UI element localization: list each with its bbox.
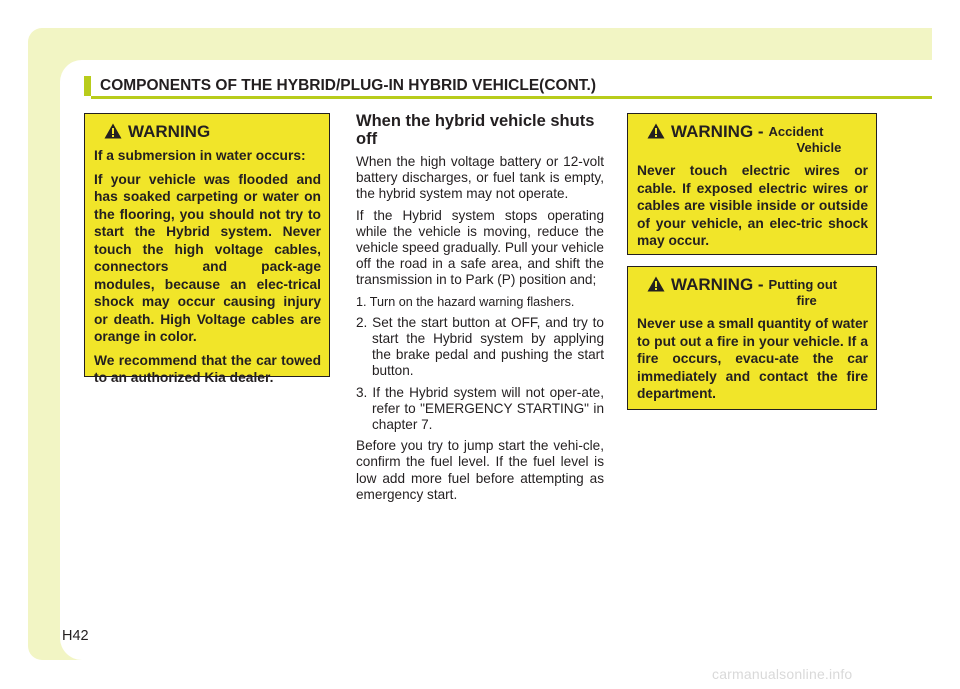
warning-text [637,315,868,403]
body-paragraph: If the Hybrid system stops operating while the vehicle is moving, reduce the vehicle speed gradually. Pull your vehicle off the road in a safe area, and shift the transmission in to Park (P) position and; [356,207,604,288]
section-title: When the hybrid vehicle shuts off [356,112,595,148]
warning-paragraph: If a submersion in water occurs: [94,148,306,163]
warning-box-fire [627,266,877,410]
warning-subject [769,277,838,309]
watermark: carmanualsonline.info [712,666,853,682]
warning-paragraph: We recommend that the car towed to an authorized Kia dealer. [94,352,321,385]
body-paragraph: When the high voltage battery or 12-volt battery discharges, or fuel tank is empty, the hybrid system may not operate. [356,154,604,202]
warning-triangle-icon [647,123,665,139]
header-underline [91,96,932,99]
warning-paragraph: If your vehicle was flooded and has soaked carpeting or water on the flooring, you should not try to start the Hybrid system. Never touch the high voltage cables, connectors and pack-age modules, because an elec-trical shock may occur causing injury or death. High Voltage cables are orange in color. [94,171,321,344]
warning-triangle-icon [647,276,665,292]
header-accent-bar [84,76,91,96]
warning-box-submersion [84,113,330,385]
warning-paragraph: Never use a small quantity of water to put out a fire in your vehicle. If a fire occurs, evacu-ate the car immediately and contact the fire department. [637,316,868,401]
warning-label: WARNING [128,122,211,141]
warning-subject-line: Accident [768,124,824,139]
step-item: 2. Set the start button at OFF, and try to start the Hybrid system by applying the brake pedal and pushing the start button. [356,314,604,379]
warning-paragraph: Never touch electric wires or cable. If exposed electric wires or cables are visible inside or outside of your vehicle, an elec-tric shock may occur. [637,163,868,248]
warning-heading [94,122,321,141]
warning-label: WARNING - [671,122,764,141]
warning-label: WARNING - [671,275,764,294]
warning-subject-line: fire [796,293,817,308]
warning-text [94,147,321,387]
section-header [84,76,932,96]
warning-subject-line: Vehicle [796,140,842,155]
step-item: 1. Turn on the hazard warning flashers. [356,294,575,309]
body-paragraph: Before you try to jump start the vehi-cle, confirm the fuel level. If the fuel level is low add more fuel before attempting as emergency start. [356,438,604,502]
warning-heading [637,275,868,309]
page-number: H42 [62,628,89,644]
warning-box-accident [627,113,877,255]
warning-text [637,162,868,250]
warning-heading [637,122,868,156]
warning-subject-line: Putting out [768,277,838,292]
main-column [356,112,604,508]
section-header-title: COMPONENTS OF THE HYBRID/PLUG-IN HYBRID VEHICLE(CONT.) [100,77,597,94]
warning-subject [769,124,842,156]
step-item: 3. If the Hybrid system will not oper-ate, refer to "EMERGENCY STARTING" in chapter 7. [356,384,604,433]
warning-triangle-icon [104,123,122,139]
